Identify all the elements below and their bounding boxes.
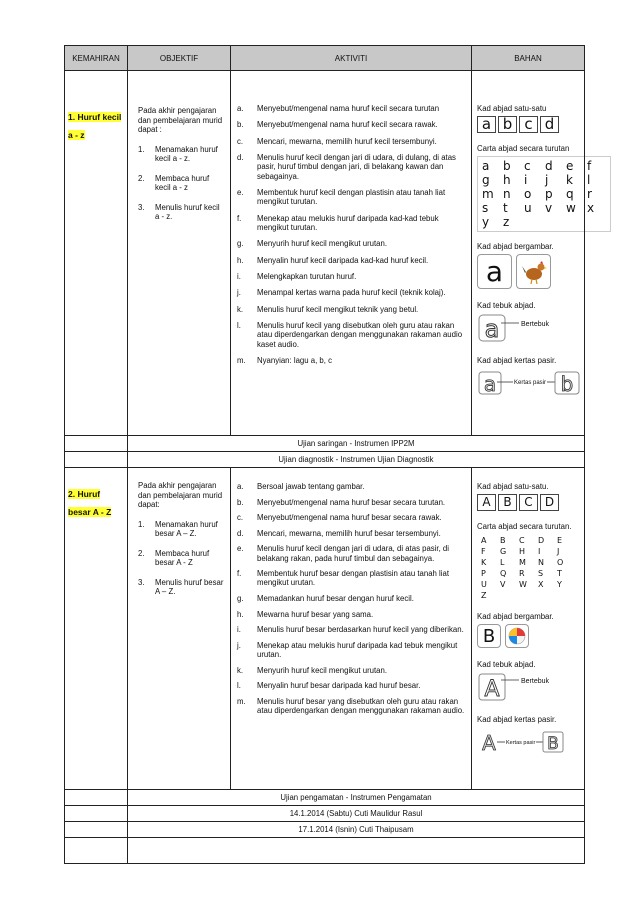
chart-letter: n: [503, 187, 511, 201]
section2-objective-list: [138, 520, 226, 597]
activity-text: Memadankan huruf besar dengan huruf kecil.: [257, 593, 414, 603]
activity-text: Mencari, mewarna, memilih huruf besar tersembunyi.: [257, 528, 441, 538]
chart-letter: L: [500, 558, 505, 567]
sandpaper-letter-icon: [477, 727, 582, 757]
activity-item: [237, 104, 465, 113]
activity-letter: a.: [237, 104, 244, 113]
activity-item: [237, 214, 465, 232]
chart-letter: V: [500, 580, 506, 589]
activity-text: Menulis huruf besar yang disebutkan oleh guru atau rakan atau diperdengarkan dengan menggunakan rakaman audio.: [257, 696, 465, 715]
section2-bahan-cell: [472, 468, 585, 790]
pasir-letter-1: A: [482, 731, 496, 755]
activity-item: [237, 569, 465, 587]
activity-text: Menyebut/mengenal nama huruf besar secara turutan.: [257, 497, 446, 507]
activity-letter: e.: [237, 187, 244, 197]
section1-obj-intro: Pada akhir pengajaran dan pembelajaran murid dapat :: [138, 106, 223, 134]
objective-number: 2.: [138, 173, 145, 183]
section1-objective-cell: [128, 71, 231, 436]
chart-letter: Q: [500, 569, 507, 578]
objective-text: Menamakan huruf kecil a - z.: [155, 144, 218, 163]
section1-letter-cards: [477, 116, 580, 133]
activity-item: [237, 305, 465, 314]
section2-objective-cell: [128, 468, 231, 790]
activity-text: Menulis huruf besar berdasarkan huruf kecil yang diberikan.: [257, 625, 464, 635]
header-aktiviti: AKTIVITI: [231, 46, 472, 71]
section2-pasir-card: [477, 727, 580, 761]
chart-letter: R: [519, 569, 525, 578]
activity-letter: i.: [237, 625, 241, 635]
section1-tebuk-card: [477, 313, 580, 347]
pasir-tag: Kertas pasir: [514, 380, 547, 386]
chart-letter: W: [519, 580, 527, 589]
ball-image: [505, 624, 529, 648]
section2-activity-cell: [231, 468, 472, 790]
activity-item: [237, 625, 465, 634]
rooster-image: [516, 254, 551, 289]
activity-text: Membentuk huruf besar dengan plastisin atau tanah liat mengikut urutan.: [257, 569, 450, 588]
activity-text: Bersoal jawab tentang gambar.: [257, 482, 365, 491]
section1-tebuk-label: Kad tebuk abjad.: [477, 301, 536, 310]
chart-letter: i: [524, 173, 528, 187]
header-kemahiran: KEMAHIRAN: [65, 46, 128, 71]
activity-letter: c.: [237, 136, 244, 146]
chart-letter: g: [482, 173, 490, 187]
chart-letter: p: [545, 187, 553, 201]
activity-item: [237, 666, 465, 675]
chart-letter: v: [545, 201, 553, 215]
pasir-letter-2: b: [560, 372, 574, 396]
activity-item: [237, 188, 465, 206]
section2-footer-2: [65, 806, 585, 822]
activity-text: Menulis huruf kecil dengan jari di udara, di atas pasir, di belakang rakan, pada huruf timbul dan sebagainya.: [257, 544, 449, 563]
chart-letter: Y: [557, 580, 562, 589]
chart-letter: A: [481, 536, 487, 545]
chart-letter: O: [557, 558, 564, 567]
pasir-tag: Kertas pasir: [506, 740, 536, 746]
chart-letter: r: [587, 187, 592, 201]
header-bahan: BAHAN: [472, 46, 585, 71]
activity-letter: l.: [237, 321, 241, 331]
activity-letter: m.: [237, 355, 246, 365]
section2-footer-3: [65, 822, 585, 838]
section1-picture-cards: [477, 254, 580, 289]
section1-pasir-card: [477, 368, 580, 402]
activity-letter: l.: [237, 681, 241, 691]
tebuk-letter: a: [484, 315, 500, 343]
section2-carta-label: Carta abjad secara turutan.: [477, 522, 572, 531]
chart-letter: u: [524, 201, 532, 215]
header-objektif: OBJEKTIF: [128, 46, 231, 71]
activity-item: [237, 529, 465, 538]
chart-letter: a: [482, 159, 490, 173]
stencil-letter-icon: [477, 672, 582, 702]
objective-item: [138, 145, 226, 164]
activity-text: Menekap atau melukis huruf daripada kad tebuk mengikut urutan.: [257, 640, 458, 659]
rooster-icon: [520, 258, 548, 286]
chart-letter: D: [538, 536, 545, 545]
objective-number: 1.: [138, 519, 145, 529]
stencil-letter-icon: [477, 313, 582, 343]
activity-letter: i.: [237, 271, 241, 281]
activity-item: [237, 120, 465, 129]
section1-gambar-label: Kad abjad bergambar.: [477, 242, 554, 251]
chart-letter: N: [538, 558, 544, 567]
chart-letter: Z: [481, 591, 487, 600]
lesson-plan-page: [64, 45, 595, 864]
activity-letter: a.: [237, 482, 244, 491]
letter-card: a: [477, 116, 496, 133]
section2-letter-cards: [477, 494, 580, 511]
letter-card: A: [477, 494, 496, 511]
activity-item: [237, 272, 465, 281]
activity-letter: g.: [237, 593, 244, 603]
ball-icon: [508, 627, 526, 645]
objective-item: [138, 520, 226, 539]
section1-activity-cell: [231, 71, 472, 436]
tebuk-letter: A: [484, 677, 500, 702]
section2-activity-list: [237, 482, 465, 715]
activity-item: [237, 697, 465, 715]
activity-text: Menyalin huruf kecil daripada kad-kad huruf kecil.: [257, 255, 429, 265]
objective-number: 2.: [138, 548, 145, 558]
section1-skill-cell: [65, 71, 128, 436]
activity-item: [237, 137, 465, 146]
section2-footer-text-1: Ujian pengamatan - Instrumen Pengamatan: [128, 790, 585, 806]
picture-letter: a: [485, 255, 504, 288]
objective-text: Menulis huruf besar A – Z.: [155, 577, 224, 596]
chart-letter: G: [500, 547, 507, 556]
chart-letter: e: [566, 159, 574, 173]
chart-letter: U: [481, 580, 487, 589]
activity-letter: d.: [237, 153, 244, 163]
chart-letter: I: [538, 547, 541, 556]
activity-text: Menekap atau melukis huruf daripada kad-kad tebuk mengikut turutan.: [257, 213, 439, 232]
section1-objective-list: [138, 145, 226, 222]
activity-text: Mewarna huruf besar yang sama.: [257, 609, 374, 619]
activity-letter: j.: [237, 288, 241, 298]
chart-letter: f: [587, 159, 592, 173]
activity-letter: b.: [237, 497, 244, 507]
bottom-spacer-row: [65, 838, 585, 864]
activity-letter: h.: [237, 609, 244, 619]
activity-item: [237, 256, 465, 265]
sandpaper-letter-icon: [477, 368, 582, 398]
activity-item: [237, 153, 465, 181]
activity-letter: k.: [237, 304, 244, 314]
activity-letter: d.: [237, 528, 244, 538]
chart-letter: B: [500, 536, 506, 545]
activity-item: [237, 498, 465, 507]
activity-item: [237, 482, 465, 491]
chart-letter: x: [587, 201, 595, 215]
chart-letter: q: [566, 187, 574, 201]
activity-text: Menyurih huruf kecil mengikut urutan.: [257, 239, 388, 249]
activity-text: Membentuk huruf kecil dengan plastisin atau tanah liat mengikut turutan.: [257, 187, 446, 207]
activity-text: Mencari, mewarna, memilih huruf kecil tersembunyi.: [257, 136, 437, 146]
activity-item: [237, 513, 465, 522]
chart-letter: k: [566, 173, 573, 187]
chart-letter: y: [482, 215, 490, 229]
section1-footer-2: [65, 452, 585, 468]
chart-letter: h: [503, 173, 511, 187]
chart-letter: M: [519, 558, 526, 567]
chart-letter: w: [566, 201, 576, 215]
activity-letter: f.: [237, 569, 242, 579]
section1-footer-text-2: Ujian diagnostik - Instrumen Ujian Diagnostik: [128, 452, 585, 468]
chart-letter: F: [481, 547, 486, 556]
activity-letter: c.: [237, 513, 244, 523]
activity-text: Menyalin huruf besar daripada kad huruf besar.: [257, 681, 421, 691]
section2-pasir-label: Kad abjad kertas pasir.: [477, 715, 557, 724]
activity-item: [237, 610, 465, 619]
objective-text: Menulis huruf kecil a - z.: [155, 202, 220, 221]
section2-gambar-label: Kad abjad bergambar.: [477, 612, 554, 621]
section1-footer-text-1: Ujian saringan - Instrumen IPP2M: [128, 436, 585, 452]
objective-number: 1.: [138, 144, 145, 154]
letter-card: D: [540, 494, 559, 511]
chart-letter: J: [557, 547, 560, 556]
objective-number: 3.: [138, 577, 145, 587]
section2-footer-1: [65, 790, 585, 806]
section2-tebuk-label: Kad tebuk abjad.: [477, 660, 536, 669]
header-row: [65, 46, 585, 71]
section2-skill: 2. Huruf besar A - Z: [68, 489, 112, 517]
section2-alphabet-chart: [477, 534, 575, 602]
objective-item: [138, 174, 226, 193]
activity-item: [237, 239, 465, 248]
objective-item: [138, 549, 226, 568]
objective-text: Membaca huruf besar A - Z: [155, 548, 210, 567]
chart-letter: c: [524, 159, 531, 173]
objective-number: 3.: [138, 202, 145, 212]
tebuk-tag: Bertebuk: [521, 321, 550, 328]
pasir-letter-2: B: [547, 734, 559, 754]
chart-letter: X: [538, 580, 544, 589]
activity-letter: h.: [237, 255, 244, 265]
activity-item: [237, 681, 465, 690]
activity-text: Menampal kertas warna pada huruf kecil (teknik kolaj).: [257, 288, 446, 298]
section1-alphabet-chart: [477, 156, 611, 232]
section2-picture-cards: [477, 624, 580, 648]
section1-row: [65, 71, 585, 436]
chart-letter: E: [557, 536, 563, 545]
activity-text: Nyanyian: lagu a, b, c: [257, 355, 332, 365]
activity-letter: j.: [237, 640, 241, 650]
chart-letter: T: [557, 569, 562, 578]
chart-letter: s: [482, 201, 489, 215]
activity-letter: b.: [237, 120, 244, 130]
letter-card: b: [498, 116, 517, 133]
activity-letter: f.: [237, 213, 242, 223]
chart-letter: P: [481, 569, 486, 578]
pasir-letter-1: a: [483, 372, 497, 396]
letter-card: d: [540, 116, 559, 133]
chart-letter: m: [482, 187, 494, 201]
objective-item: [138, 203, 226, 222]
activity-text: Melengkapkan turutan huruf.: [257, 271, 357, 281]
section1-footer-1: [65, 436, 585, 452]
tebuk-tag: Bertebuk: [521, 678, 550, 685]
section1-activity-list: [237, 104, 465, 365]
activity-text: Menulis huruf kecil dengan jari di udara, di dulang, di atas pasir, huruf timbul dengan jari, di belakang kawan dan sebagainya.: [257, 153, 456, 181]
letter-card: B: [498, 494, 517, 511]
objective-text: Membaca huruf kecil a - z: [155, 173, 210, 192]
activity-item: [237, 641, 465, 659]
letter-card: [477, 254, 512, 289]
section2-obj-intro: Pada akhir pengajaran dan pembelajaran murid dapat:: [138, 481, 223, 509]
letter-card: [477, 624, 501, 648]
activity-letter: e.: [237, 544, 244, 554]
chart-letter: d: [545, 159, 553, 173]
objective-text: Menamakan huruf besar A – Z.: [155, 519, 218, 538]
chart-letter: H: [519, 547, 526, 556]
activity-text: Menulis huruf kecil mengikut teknik yang betul.: [257, 304, 419, 314]
chart-letter: l: [587, 173, 591, 187]
chart-letter: o: [524, 187, 532, 201]
activity-letter: k.: [237, 665, 244, 675]
activity-item: [237, 321, 465, 349]
section1-bahan-cell: [472, 71, 595, 436]
chart-letter: K: [481, 558, 487, 567]
lesson-plan-table: [64, 45, 595, 864]
chart-letter: t: [503, 201, 508, 215]
activity-text: Menyebut/mengenal nama huruf kecil secara turutan: [257, 104, 440, 113]
section1-satu-label: Kad abjad satu-satu: [477, 104, 547, 113]
activity-item: [237, 594, 465, 603]
section1-skill: 1. Huruf kecil a - z: [68, 112, 122, 140]
section1-carta-label: Carta abjad secara turutan: [477, 144, 570, 153]
activity-text: Menyurih huruf kecil mengikut urutan.: [257, 665, 388, 675]
section2-footer-text-2: 14.1.2014 (Sabtu) Cuti Maulidur Rasul: [128, 806, 585, 822]
section2-skill-cell: [65, 468, 128, 790]
activity-letter: g.: [237, 239, 244, 249]
chart-letter: C: [519, 536, 525, 545]
activity-item: [237, 356, 465, 365]
chart-letter: S: [538, 569, 544, 578]
activity-letter: m.: [237, 696, 246, 706]
letter-card: C: [519, 494, 538, 511]
activity-item: [237, 544, 465, 562]
activity-item: [237, 288, 465, 297]
section2-row: [65, 468, 585, 790]
chart-letter: b: [503, 159, 511, 173]
section1-pasir-label: Kad abjad kertas pasir.: [477, 356, 557, 365]
letter-card: c: [519, 116, 538, 133]
chart-letter: z: [503, 215, 510, 229]
chart-letter: j: [545, 173, 549, 187]
activity-text: Menyebut/mengenal nama huruf besar secara rawak.: [257, 513, 442, 523]
objective-item: [138, 578, 226, 597]
section2-satu-label: Kad abjad satu-satu.: [477, 482, 549, 491]
section2-footer-text-3: 17.1.2014 (Isnin) Cuti Thaipusam: [128, 822, 585, 838]
activity-text: Menyebut/mengenal nama huruf kecil secara rawak.: [257, 120, 438, 130]
activity-text: Menulis huruf kecil yang disebutkan oleh guru atau rakan atau diperdengarkan dengan menggunakan rakaman audio kaset audio.: [257, 321, 463, 349]
section2-tebuk-card: [477, 672, 580, 706]
picture-letter: B: [482, 625, 496, 647]
